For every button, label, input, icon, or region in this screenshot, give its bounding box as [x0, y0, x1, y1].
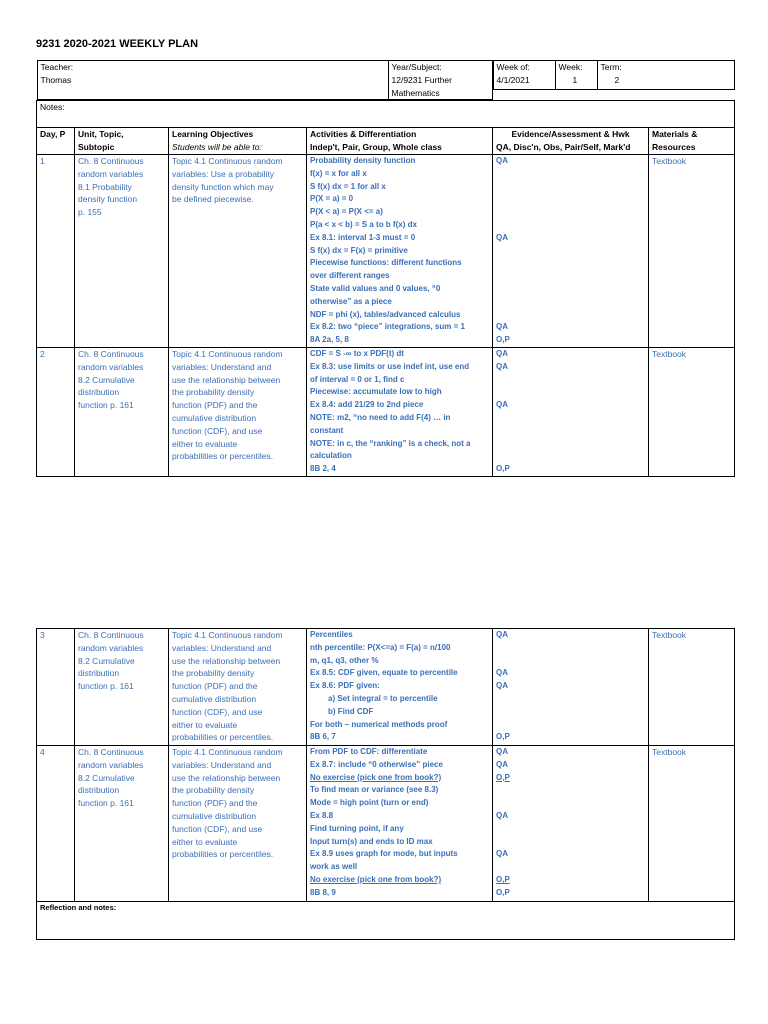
activity-line: CDF = S -∞ to x PDF(t) dt: [310, 348, 404, 358]
notes-label: Notes:: [40, 102, 65, 113]
activity-line: Ex 8.8: [310, 810, 334, 820]
objective-line: cumulative distribution: [172, 412, 257, 423]
evidence-cell: [493, 347, 649, 476]
term-value: 2: [614, 74, 620, 85]
activity-line: Ex 8.2: two “piece” integrations, sum = 1: [310, 322, 465, 332]
col-materials-sub: Resources: [652, 142, 696, 153]
year-subject-value: 12/9231 Further Mathematics: [391, 74, 452, 98]
objective-line: variables: Use a probability: [172, 168, 275, 179]
objective-line: variables: Understand and: [172, 361, 272, 372]
unit-cell: [75, 746, 169, 902]
term-label: Term:: [600, 62, 622, 72]
unit-line: 8.2 Cumulative: [78, 772, 135, 783]
activity-line: NOTE: m2, “no need to add F(4) … in: [310, 412, 451, 422]
activity-line: No exercise (pick one from book?): [310, 874, 442, 884]
day-number: 1: [40, 155, 45, 166]
objective-line: use the relationship between: [172, 772, 281, 783]
evidence-line: QA: [496, 361, 508, 371]
activity-line: Ex 8.4: add 21/29 to 2nd piece: [310, 400, 424, 410]
evidence-cell: [493, 629, 649, 746]
objective-line: density function which may: [172, 181, 274, 192]
week-info: [493, 60, 735, 90]
activity-line: 8B 2, 4: [310, 464, 336, 474]
unit-line: random variables: [78, 168, 144, 179]
teacher-name: Thomas: [40, 74, 72, 85]
unit-line: distribution: [78, 668, 120, 679]
objective-line: the probability density: [172, 785, 255, 796]
activity-line: Percentiles: [310, 630, 353, 639]
evidence-cell: [493, 746, 649, 902]
activity-line: 8A 2a, 5, 8: [310, 335, 349, 345]
objective-line: probabilities or percentiles.: [172, 451, 274, 462]
objective-line: use the relationship between: [172, 374, 281, 385]
evidence-line: QA: [496, 810, 508, 820]
activity-line: constant: [310, 425, 344, 435]
unit-line: 8.2 Cumulative: [78, 374, 135, 385]
year-subject-label: Year/Subject:: [391, 62, 442, 72]
activity-line: To find mean or variance (see 8.3): [310, 785, 439, 795]
unit-cell: [75, 347, 169, 476]
activity-line: over different ranges: [310, 271, 390, 281]
activity-line: Piecewise: accumulate low to high: [310, 387, 442, 397]
page-title: 9231 2020-2021 WEEKLY PLAN: [36, 38, 199, 50]
week-of-label: Week of:: [496, 62, 530, 72]
evidence-line: QA: [496, 849, 508, 859]
evidence-line: QA: [496, 348, 508, 358]
materials-value: Textbook: [652, 747, 687, 757]
activity-line: b) Find CDF: [328, 706, 374, 716]
evidence-line: QA: [496, 630, 508, 639]
table-row: [37, 154, 735, 347]
objective-line: be defined piecewise.: [172, 194, 254, 205]
activity-line: nth percentile: P(X<=a) = F(a) = n/100: [310, 642, 451, 652]
activities-cell: [307, 746, 493, 902]
col-day: Day, P: [40, 129, 66, 140]
objective-line: the probability density: [172, 668, 255, 679]
activity-line: Piecewise functions: different functions: [310, 258, 462, 268]
unit-line: random variables: [78, 759, 144, 770]
unit-line: distribution: [78, 387, 120, 398]
evidence-line: QA: [496, 668, 508, 678]
activity-line: 8B 8, 9: [310, 887, 336, 897]
objective-line: probabilities or percentiles.: [172, 732, 274, 743]
objective-line: either to evaluate: [172, 438, 238, 449]
unit-cell: [75, 629, 169, 746]
activity-line: Ex 8.1: interval 1-3 must = 0: [310, 232, 416, 242]
activity-line: P(a < x < b) = S a to b f(x) dx: [310, 219, 417, 229]
objective-line: cumulative distribution: [172, 693, 257, 704]
objectives-cell: [169, 746, 307, 902]
activity-line: P(X = a) = 0: [310, 194, 354, 204]
objectives-cell: [169, 629, 307, 746]
unit-line: function p. 161: [78, 400, 134, 411]
materials-value: Textbook: [652, 155, 687, 166]
col-objectives: Learning Objectives: [172, 129, 254, 140]
evidence-line: O,P: [496, 732, 510, 742]
table-row: [37, 746, 735, 902]
unit-line: density function: [78, 194, 138, 205]
activity-line: Ex 8.7: include “0 otherwise” piece: [310, 759, 443, 769]
week-of-value: 4/1/2021: [496, 74, 530, 85]
activity-line: Ex 8.9 uses graph for mode, but inputs: [310, 849, 458, 859]
objective-line: variables: Understand and: [172, 759, 272, 770]
evidence-line: QA: [496, 400, 508, 410]
unit-line: 8.1 Probability: [78, 181, 132, 192]
activity-line: Find turning point, if any: [310, 823, 404, 833]
col-activities: Activities & Differentiation: [310, 129, 417, 140]
activity-line: Ex 8.5: CDF given, equate to percentile: [310, 668, 458, 678]
activity-line: Mode = high point (turn or end): [310, 798, 429, 808]
unit-line: Ch. 8 Continuous: [78, 630, 144, 640]
materials-value: Textbook: [652, 630, 687, 640]
evidence-line: O,P: [496, 874, 510, 884]
activity-line: NOTE: in c, the “ranking” is a check, not a: [310, 438, 471, 448]
evidence-line: QA: [496, 747, 508, 756]
activity-line: Probability density function: [310, 155, 416, 165]
objectives-cell: [169, 154, 307, 347]
unit-line: random variables: [78, 642, 144, 653]
activity-line: Input turn(s) and ends to ID max: [310, 836, 433, 846]
unit-line: distribution: [78, 785, 120, 796]
objective-line: function (CDF), and use: [172, 823, 263, 834]
evidence-line: QA: [496, 681, 508, 691]
unit-line: Ch. 8 Continuous: [78, 155, 144, 166]
unit-line: function p. 161: [78, 681, 134, 692]
teacher-label: Teacher:: [40, 62, 74, 72]
objective-line: function (CDF), and use: [172, 706, 263, 717]
activity-line: From PDF to CDF: differentiate: [310, 747, 428, 756]
unit-line: p. 155: [78, 207, 102, 218]
evidence-line: QA: [496, 232, 508, 242]
unit-line: Ch. 8 Continuous: [78, 348, 144, 359]
header-info: [37, 60, 493, 100]
objective-line: Topic 4.1 Continuous random: [172, 348, 283, 359]
evidence-line: QA: [496, 759, 508, 769]
day-number: 2: [40, 348, 45, 359]
objective-line: function (PDF) and the: [172, 798, 258, 809]
activity-line: a) Set integral = to percentile: [328, 693, 438, 703]
activities-cell: [307, 154, 493, 347]
objective-line: function (CDF), and use: [172, 425, 263, 436]
activity-line: f(x) = x for all x: [310, 168, 367, 178]
objective-line: Topic 4.1 Continuous random: [172, 747, 283, 757]
table-row: [37, 347, 735, 476]
col-objectives-sub: Students will be able to:: [172, 142, 262, 153]
unit-line: random variables: [78, 361, 144, 372]
activity-line: Ex 8.3: use limits or use indef int, use end: [310, 361, 470, 371]
objective-line: either to evaluate: [172, 836, 238, 847]
plan-table-top: [36, 60, 735, 477]
week-label: Week:: [558, 62, 583, 72]
activity-line: No exercise (pick one from book?): [310, 772, 442, 782]
col-unit-sub: Subtopic: [78, 142, 115, 153]
activity-line: work as well: [310, 862, 358, 872]
activity-line: S f(x) dx = F(x) = primitive: [310, 245, 408, 255]
reflection-label: Reflection and notes:: [40, 903, 117, 912]
activity-line: For both – numerical methods proof: [310, 719, 448, 729]
unit-line: 8.2 Cumulative: [78, 655, 135, 666]
activities-cell: [307, 347, 493, 476]
unit-line: function p. 161: [78, 798, 134, 809]
week-value: 1: [572, 74, 578, 85]
activity-line: 8B 6, 7: [310, 732, 336, 742]
activity-line: calculation: [310, 451, 352, 461]
objective-line: use the relationship between: [172, 655, 281, 666]
day-number: 3: [40, 630, 45, 640]
unit-cell: [75, 154, 169, 347]
col-evidence-sub: QA, Disc'n, Obs, Pair/Self, Mark'd: [496, 142, 631, 153]
objectives-cell: [169, 347, 307, 476]
table-row: [37, 629, 735, 746]
objective-line: function (PDF) and the: [172, 681, 258, 692]
activity-line: m, q1, q3, other %: [310, 655, 379, 665]
activity-line: of interval = 0 or 1, find c: [310, 374, 405, 384]
evidence-line: QA: [496, 155, 508, 165]
evidence-line: QA: [496, 322, 508, 332]
evidence-line: O,P: [496, 772, 510, 782]
activity-line: NDF = phi (x), tables/advanced calculus: [310, 309, 461, 319]
activity-line: S f(x) dx = 1 for all x: [310, 181, 386, 191]
col-activities-sub: Indep't, Pair, Group, Whole class: [310, 142, 442, 153]
objective-line: cumulative distribution: [172, 810, 257, 821]
objective-line: Topic 4.1 Continuous random: [172, 630, 283, 640]
objective-line: variables: Understand and: [172, 642, 272, 653]
activity-line: Ex 8.6: PDF given:: [310, 681, 380, 691]
col-evidence: Evidence/Assessment & Hwk: [511, 129, 630, 140]
objective-line: either to evaluate: [172, 719, 238, 730]
unit-line: Ch. 8 Continuous: [78, 747, 144, 757]
activity-line: State valid values and 0 values, “0: [310, 283, 441, 293]
col-materials: Materials &: [652, 129, 698, 140]
activities-cell: [307, 629, 493, 746]
plan-table-bottom: [36, 628, 735, 940]
objective-line: Topic 4.1 Continuous random: [172, 155, 283, 166]
activity-line: P(X < a) = P(X <= a): [310, 207, 383, 217]
objective-line: function (PDF) and the: [172, 400, 258, 411]
objective-line: probabilities or percentiles.: [172, 849, 274, 860]
evidence-line: O,P: [496, 335, 510, 345]
evidence-line: O,P: [496, 464, 510, 474]
evidence-line: O,P: [496, 887, 510, 897]
materials-value: Textbook: [652, 348, 687, 359]
activity-line: otherwise” as a piece: [310, 296, 392, 306]
evidence-cell: [493, 154, 649, 347]
objective-line: the probability density: [172, 387, 255, 398]
day-number: 4: [40, 747, 45, 757]
col-unit: Unit, Topic,: [78, 129, 124, 140]
